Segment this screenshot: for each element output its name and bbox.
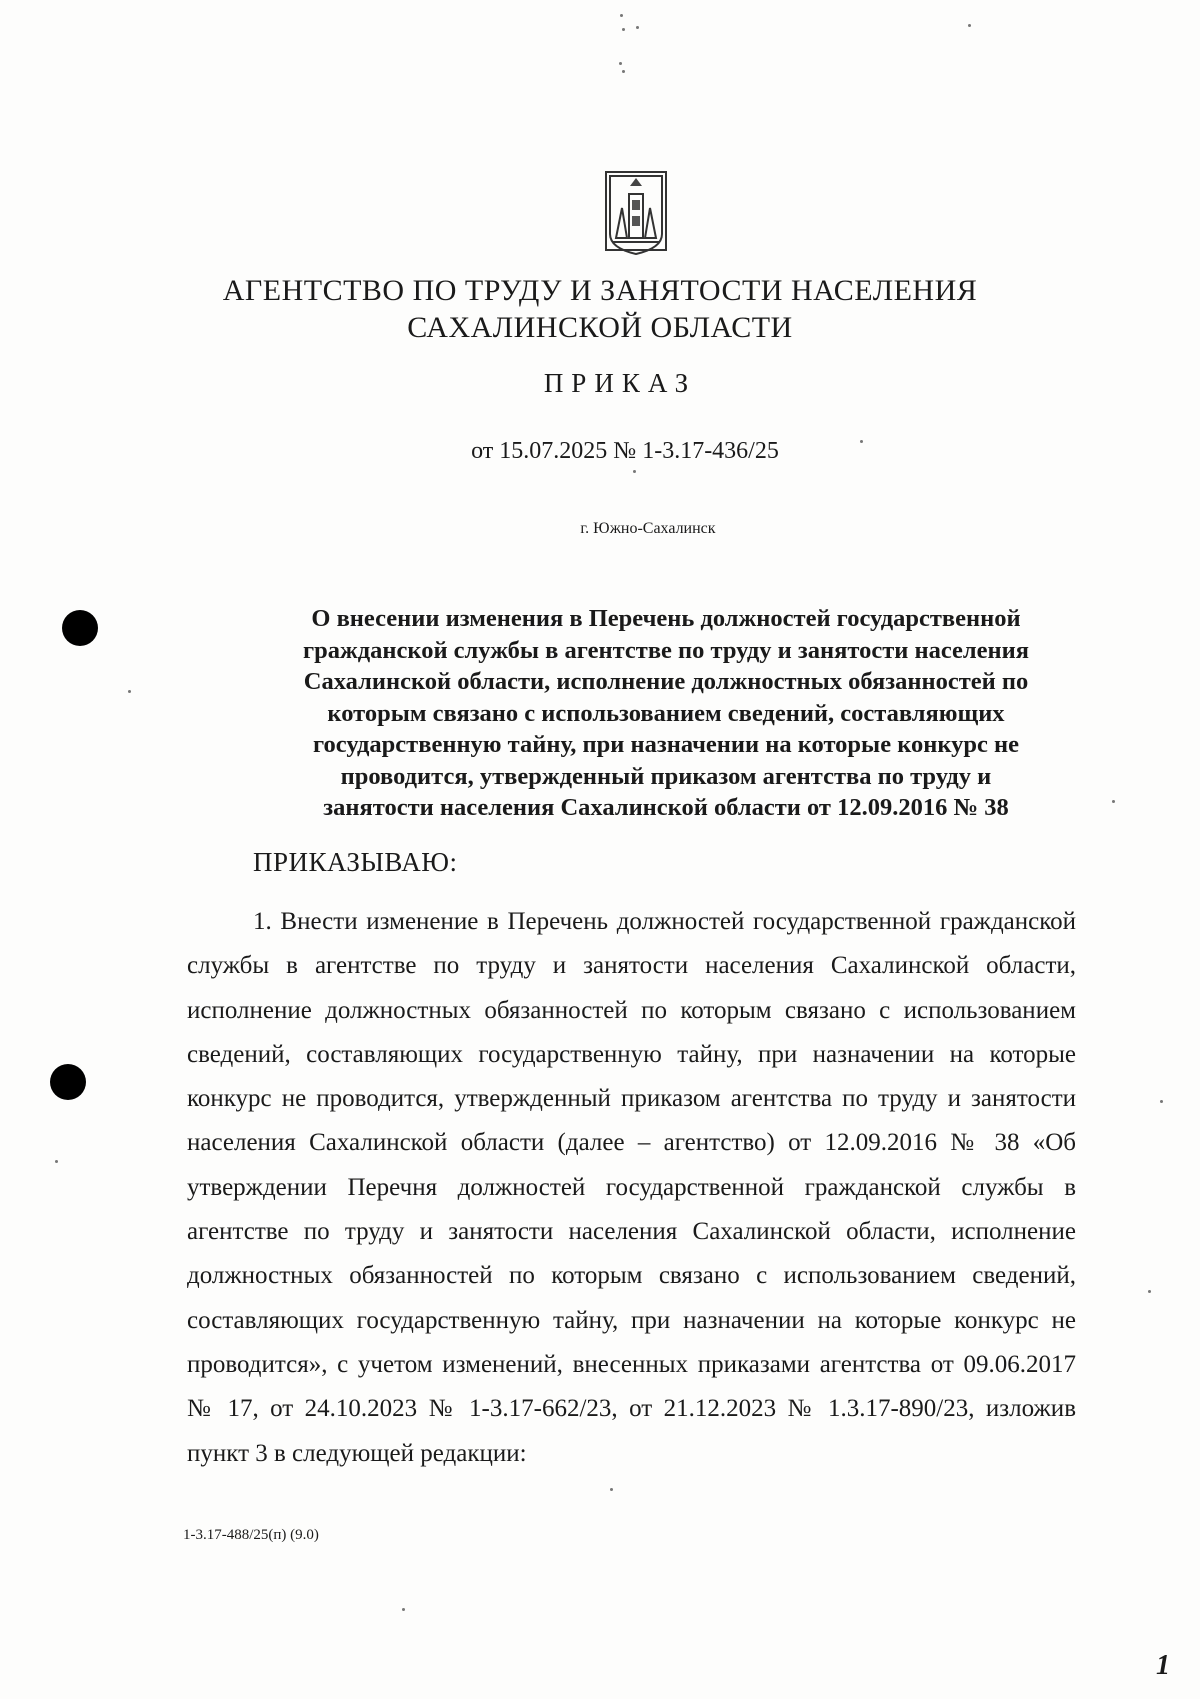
punch-hole [62, 610, 98, 646]
document-number: от 15.07.2025 № 1-3.17-436/25 [471, 438, 779, 464]
scan-speck [1148, 1290, 1151, 1293]
scan-speck [968, 24, 971, 27]
scan-speck [622, 70, 625, 73]
subject-line: занятости населения Сахалинской области от 12.09.2016 № 38 [323, 794, 1009, 821]
scan-speck [619, 62, 622, 65]
scan-speck [620, 14, 623, 17]
subject-line: Сахалинской области, исполнение должностных обязанностей по [303, 668, 1029, 695]
subject-line: О внесении изменения в Перечень должностей государственной [311, 605, 1021, 632]
agency-title [0, 272, 1200, 346]
scan-speck [633, 470, 636, 473]
scan-speck [1160, 1100, 1163, 1103]
scan-speck [402, 1608, 405, 1611]
order-word: ПРИКАЗЫВАЮ: [253, 847, 458, 877]
page-number: 1 [1156, 1650, 1170, 1681]
scan-speck [622, 28, 625, 31]
subject-line: государственную тайну, при назначении на которые конкурс не [313, 731, 1019, 758]
scan-speck [1112, 800, 1115, 803]
scan-speck [55, 1160, 58, 1163]
footer-code: 1-3.17-488/25(п) (9.0) [183, 1527, 319, 1543]
document-city: г. Южно-Сахалинск [580, 520, 716, 537]
subject-line: гражданской службы в агентстве по труду и занятости населения [303, 636, 1029, 664]
subject-line: проводится, утвержденный приказом агентства по труду и [340, 762, 992, 790]
agency-title-line1: АГЕНТСТВО ПО ТРУДУ И ЗАНЯТОСТИ НАСЕЛЕНИЯ [222, 274, 978, 307]
punch-hole [50, 1064, 86, 1100]
subject-line: которым связано с использованием сведений, составляющих [327, 699, 1005, 727]
document-type: ПРИКАЗ [543, 368, 697, 398]
body-paragraph-1: 1. Внести изменение в Перечень должностей государственной гражданской службы в агентстве по труду и занятости населения Сахалинской области, исполнение должностных обязанностей по которым связано с использованием сведений, составляющих государственную тайну, при назначении на которые конкурс не проводится, утвержденный приказом агентства по труду и занятости населения Сахалинской области (далее – агентство) от 12.09.2016 № 38 «Об утверждении Перечня должностей государственной гражданской службы в агентстве по труду и занятости населения Сахалинской области, исполнение должностных обязанностей по которым связано с использованием сведений, составляющих государственную тайну, при назначении на которые конкурс не проводится», с учетом изменений, внесенных приказами агентства от 09.06.2017 № 17, от 24.10.2023 № 1-3.17-662/23, от 21.12.2023 № 1.3.17-890/23, изложив пункт 3 в следующей редакции: [187, 908, 1076, 1467]
scan-speck [128, 690, 131, 693]
agency-title-line2: САХАЛИНСКОЙ ОБЛАСТИ [407, 311, 793, 344]
sakhalin-coat-of-arms-icon [596, 168, 676, 258]
document-subject [262, 603, 1070, 824]
scan-speck [636, 26, 639, 29]
scan-speck [610, 1488, 613, 1491]
